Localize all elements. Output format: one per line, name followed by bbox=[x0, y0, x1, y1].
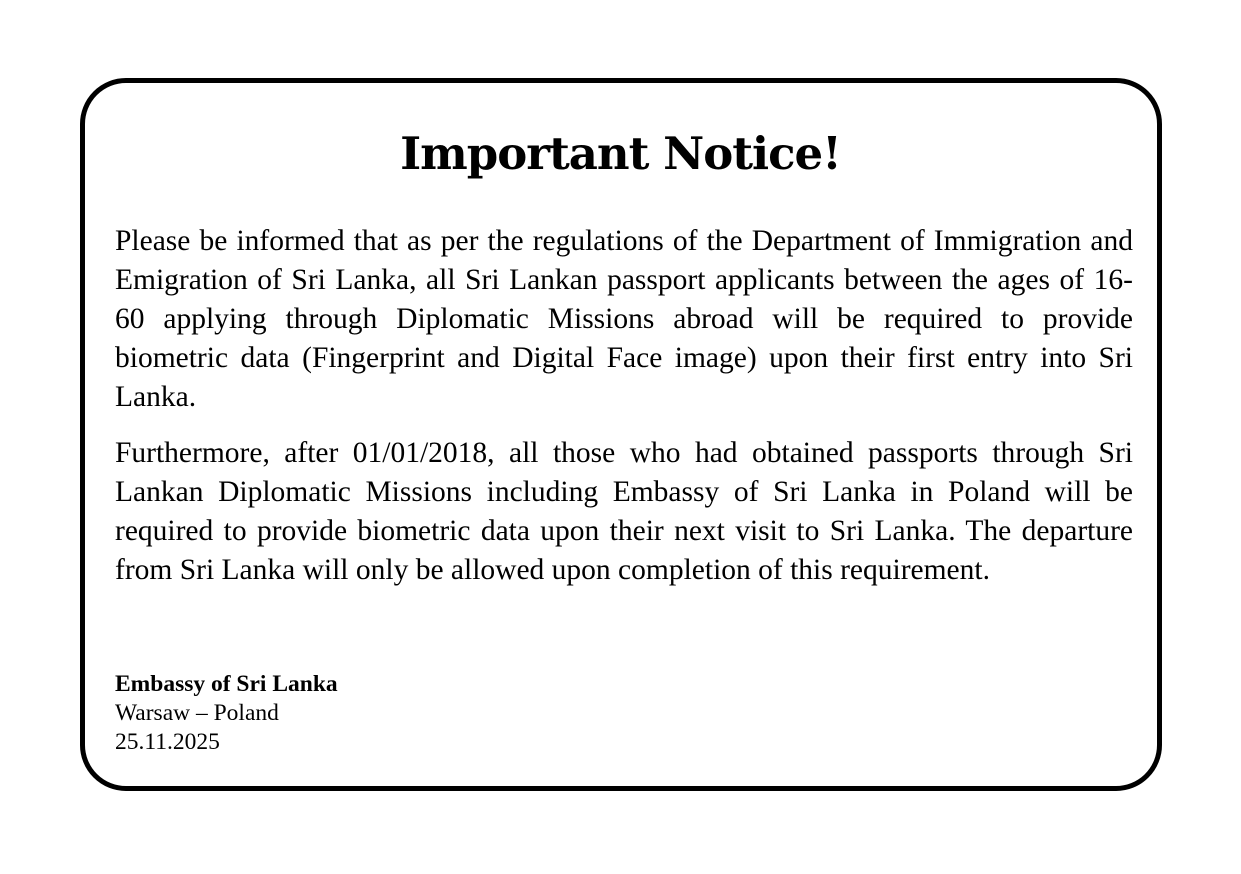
notice-paragraph-departure-requirement: Furthermore, after 01/01/2018, all those who had obtained passports through Sri Lankan Diplomatic Missions including Embassy of Sri Lanka in Poland will be required to provide biometric data upon their next visit to Sri Lanka. The departure from Sri Lanka will only be allowed upon completion of this requirement. bbox=[115, 437, 1133, 586]
signature-location: Warsaw – Poland bbox=[115, 700, 279, 726]
signature-name: Embassy of Sri Lanka bbox=[115, 671, 338, 697]
notice-title: Important Notice! bbox=[400, 127, 841, 180]
notice-paragraph-biometric-requirement: Please be informed that as per the regulations of the Department of Immigration and Emigration of Sri Lanka, all Sri Lankan passport applicants between the ages of 16-60 applying through Diplomatic Missions abroad will be required to provide biometric data (Fingerprint and Digital Face image) upon their first entry into Sri Lanka. bbox=[115, 225, 1133, 413]
signature-block bbox=[115, 670, 338, 757]
signature-date: 25.11.2025 bbox=[115, 729, 220, 755]
